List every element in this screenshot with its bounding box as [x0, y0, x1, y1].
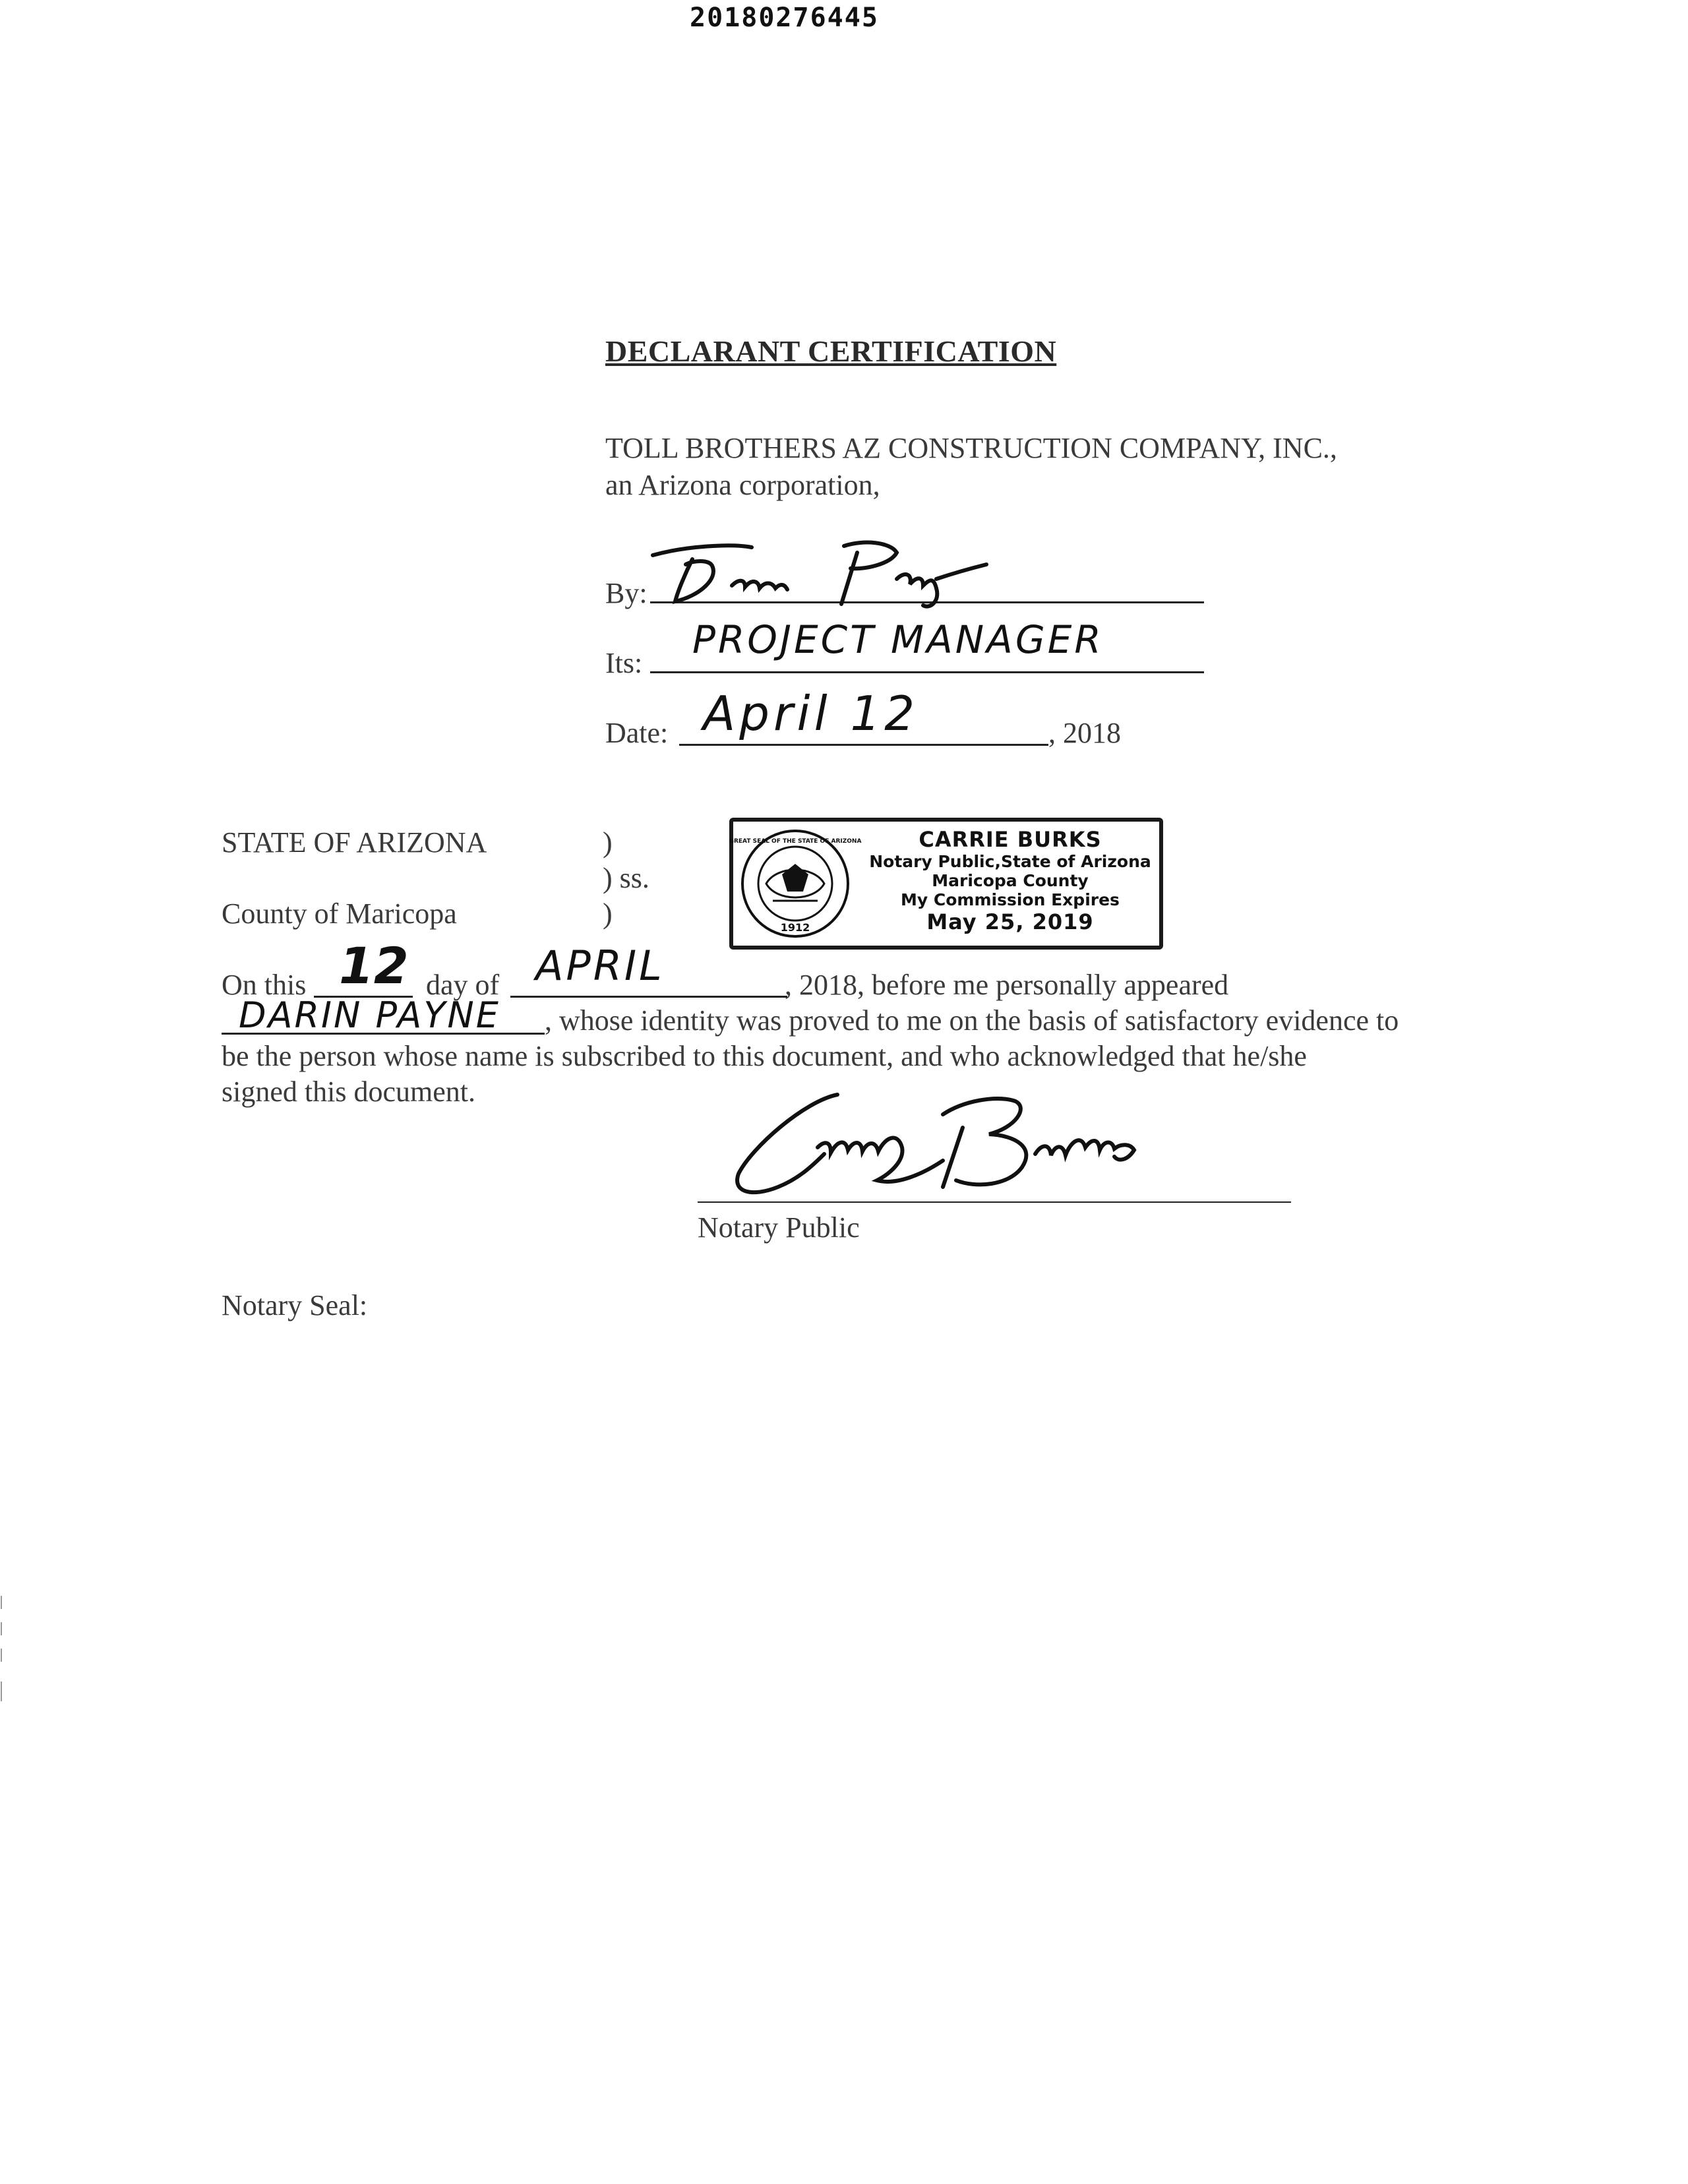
- ack-line3: be the person whose name is subscribed to this document, and who acknowledged that he/she: [222, 1040, 1307, 1072]
- ack-month-handwritten: APRIL: [535, 942, 665, 990]
- venue-county: County of Maricopa: [222, 897, 457, 930]
- its-handwritten: PROJECT MANAGER: [692, 617, 1104, 662]
- its-line: [650, 671, 1204, 673]
- venue-paren-3: ): [603, 897, 613, 930]
- notary-stamp-line1: Notary Public,State of Arizona: [869, 852, 1151, 871]
- notary-public-label: Notary Public: [698, 1211, 860, 1244]
- ack-after-month: , 2018, before me personally appeared: [785, 969, 1229, 1001]
- notary-stamp-expires: May 25, 2019: [926, 909, 1094, 934]
- notary-stamp-name: CARRIE BURKS: [919, 827, 1102, 852]
- venue-state: STATE OF ARIZONA: [222, 826, 487, 859]
- notary-seal-label: Notary Seal:: [222, 1289, 368, 1321]
- notary-signature: [725, 1075, 1200, 1207]
- seal-year: 1912: [780, 921, 810, 934]
- its-label: Its:: [605, 647, 643, 679]
- venue-ss: ) ss.: [603, 862, 649, 894]
- declarant-signature: [646, 533, 989, 612]
- ack-after-person: , whose identity was proved to me on the basis of satisfactory evidence to: [545, 1004, 1399, 1037]
- ack-day-of: day of: [426, 969, 500, 1001]
- ack-month-line: [510, 996, 787, 998]
- date-handwritten: April 12: [703, 686, 919, 741]
- state-seal-icon: [729, 828, 862, 939]
- date-year: , 2018: [1048, 717, 1121, 749]
- venue-paren-1: ): [603, 826, 613, 859]
- document-title: DECLARANT CERTIFICATION: [605, 334, 1057, 368]
- ack-person-handwritten: DARIN PAYNE: [239, 994, 500, 1036]
- notary-stamp-line2: Maricopa County: [932, 871, 1089, 890]
- ack-day-handwritten: 12: [339, 936, 409, 995]
- document-number: 20180276445: [690, 3, 879, 33]
- notary-signature-line: [698, 1201, 1291, 1203]
- notary-stamp: [729, 818, 1163, 950]
- seal-text: GREAT SEAL OF THE STATE OF ARIZONA: [729, 838, 862, 845]
- scan-edge-marks: [0, 1596, 4, 1701]
- date-label: Date:: [605, 717, 669, 749]
- by-label: By:: [605, 577, 648, 609]
- ack-on-this: On this: [222, 969, 307, 1001]
- notary-stamp-text: [859, 827, 1162, 934]
- ack-line4: signed this document.: [222, 1076, 475, 1108]
- date-line: [679, 744, 1048, 746]
- notary-stamp-line3: My Commission Expires: [901, 890, 1120, 909]
- company-name: TOLL BROTHERS AZ CONSTRUCTION COMPANY, INC.,: [605, 432, 1337, 464]
- company-description: an Arizona corporation,: [605, 469, 880, 501]
